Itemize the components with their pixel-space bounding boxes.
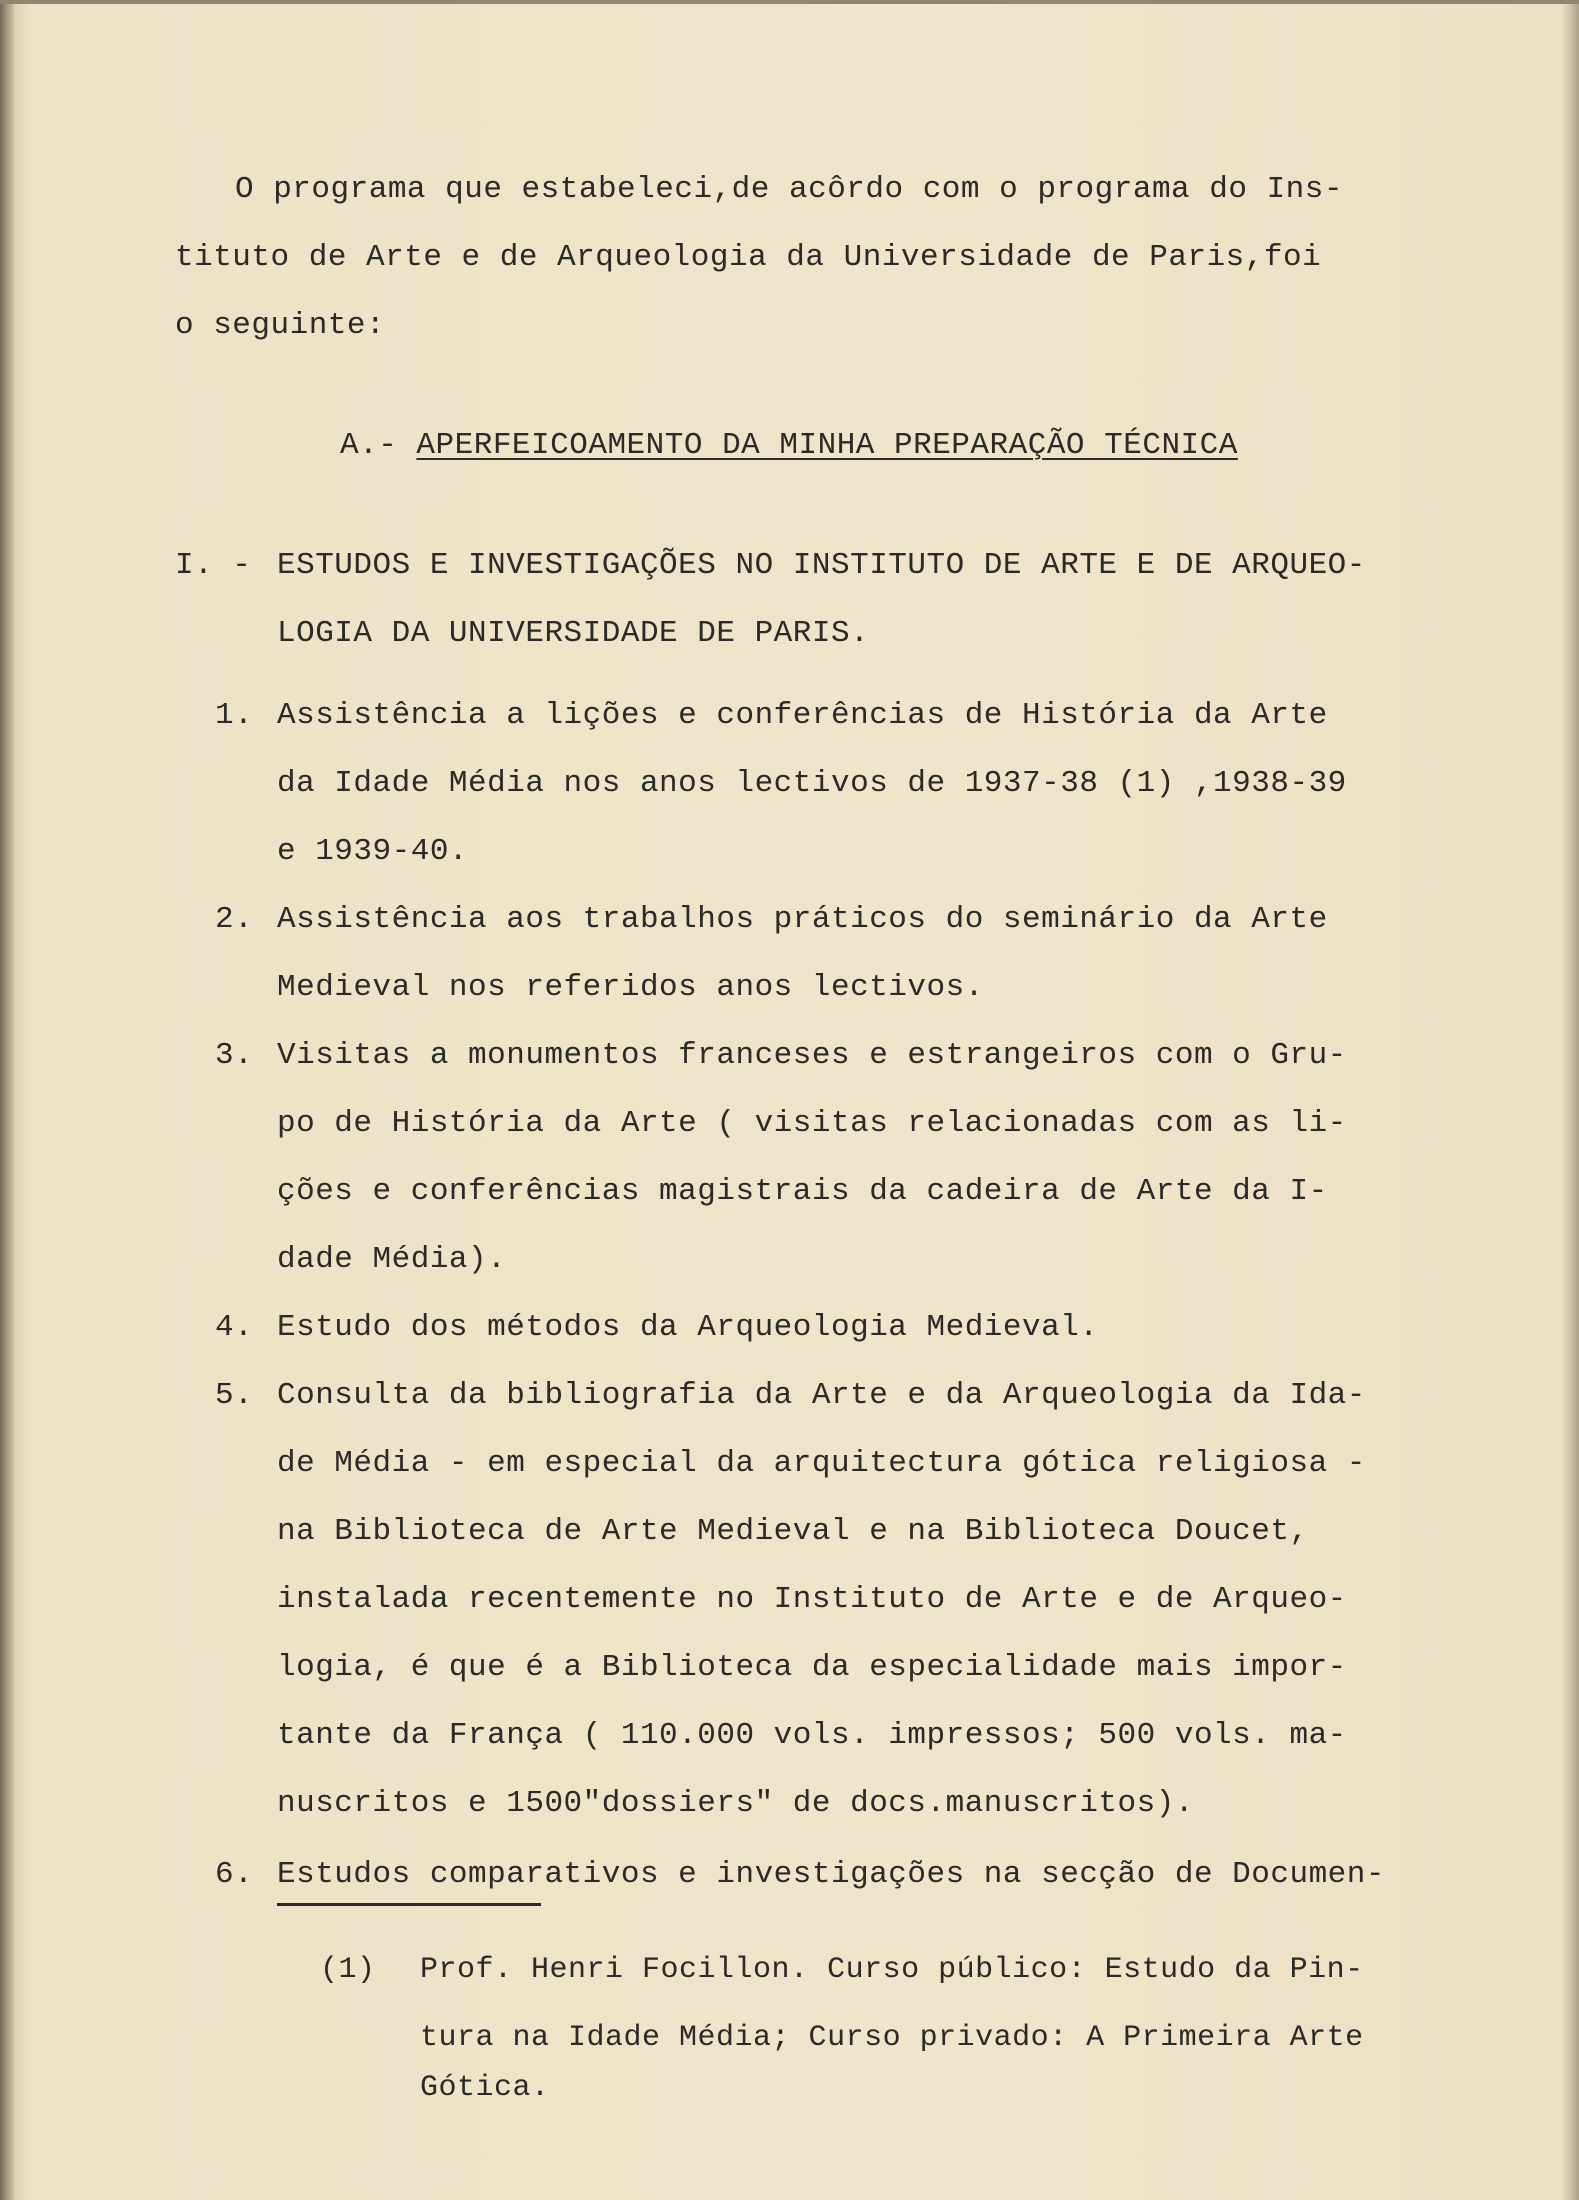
- item-number: 5.: [215, 1378, 254, 1413]
- item-line: da Idade Média nos anos lectivos de 1937-38 (1) ,1938-39: [277, 766, 1347, 801]
- intro-line: tituto de Arte e de Arqueologia da Universidade de Paris,foi: [175, 240, 1322, 275]
- item-line: nuscritos e 1500"dossiers" de docs.manuscritos).: [277, 1786, 1194, 1821]
- page-right-edge: [1563, 0, 1579, 2200]
- item-number: 6.: [215, 1857, 254, 1892]
- page-top-edge: [0, 0, 1579, 4]
- item-line: de Média - em especial da arquitectura gótica religiosa -: [277, 1446, 1366, 1481]
- item-number: 2.: [215, 902, 254, 937]
- item-line: Assistência a lições e conferências de História da Arte: [277, 698, 1328, 733]
- item-line: po de História da Arte ( visitas relacionadas com as li-: [277, 1106, 1347, 1141]
- item-number: 4.: [215, 1310, 254, 1345]
- footnote-line: Gótica.: [420, 2071, 550, 2105]
- page-binding-edge: [0, 0, 14, 2200]
- item-line: dade Média).: [277, 1242, 507, 1277]
- item-line: e 1939-40.: [277, 834, 469, 869]
- section-a-heading: [340, 426, 1238, 466]
- section-i-title-line: LOGIA DA UNIVERSIDADE DE PARIS.: [277, 616, 870, 651]
- item-line: Consulta da bibliografia da Arte e da Arqueologia da Ida-: [277, 1378, 1366, 1413]
- item-line: Visitas a monumentos franceses e estrangeiros com o Gru-: [277, 1038, 1347, 1073]
- footnote-marker: (1): [320, 1953, 376, 1987]
- item-line: Medieval nos referidos anos lectivos.: [277, 970, 984, 1005]
- item-line: instalada recentemente no Instituto de Arte e de Arqueo-: [277, 1582, 1347, 1617]
- intro-line: O programa que estabeleci,de acôrdo com o programa do Ins-: [235, 172, 1343, 207]
- intro-line: o seguinte:: [175, 308, 386, 343]
- footnote-line: tura na Idade Média; Curso privado: A Primeira Arte: [420, 2021, 1364, 2055]
- item-line: logia, é que é a Biblioteca da especialidade mais impor-: [277, 1650, 1347, 1685]
- section-a-title: APERFEICOAMENTO DA MINHA PREPARAÇÃO TÉCNICA: [416, 428, 1238, 463]
- item-line: na Biblioteca de Arte Medieval e na Biblioteca Doucet,: [277, 1514, 1309, 1549]
- item-line: Estudos comparativos e investigações na secção de Documen-: [277, 1857, 1385, 1892]
- item-number: 3.: [215, 1038, 254, 1073]
- item-line: tante da França ( 110.000 vols. impressos; 500 vols. ma-: [277, 1718, 1347, 1753]
- item-line: Assistência aos trabalhos práticos do seminário da Arte: [277, 902, 1328, 937]
- item-number: 1.: [215, 698, 254, 733]
- section-a-prefix: A.-: [340, 428, 417, 463]
- footnote-separator: [277, 1903, 541, 1906]
- section-i-title-line: ESTUDOS E INVESTIGAÇÕES NO INSTITUTO DE ARTE E DE ARQUEO-: [277, 548, 1366, 583]
- footnote-line: Prof. Henri Focillon. Curso público: Estudo da Pin-: [420, 1953, 1364, 1987]
- item-line: ções e conferências magistrais da cadeira de Arte da I-: [277, 1174, 1328, 1209]
- section-i-number: I. -: [175, 548, 252, 583]
- item-line: Estudo dos métodos da Arqueologia Medieval.: [277, 1310, 1099, 1345]
